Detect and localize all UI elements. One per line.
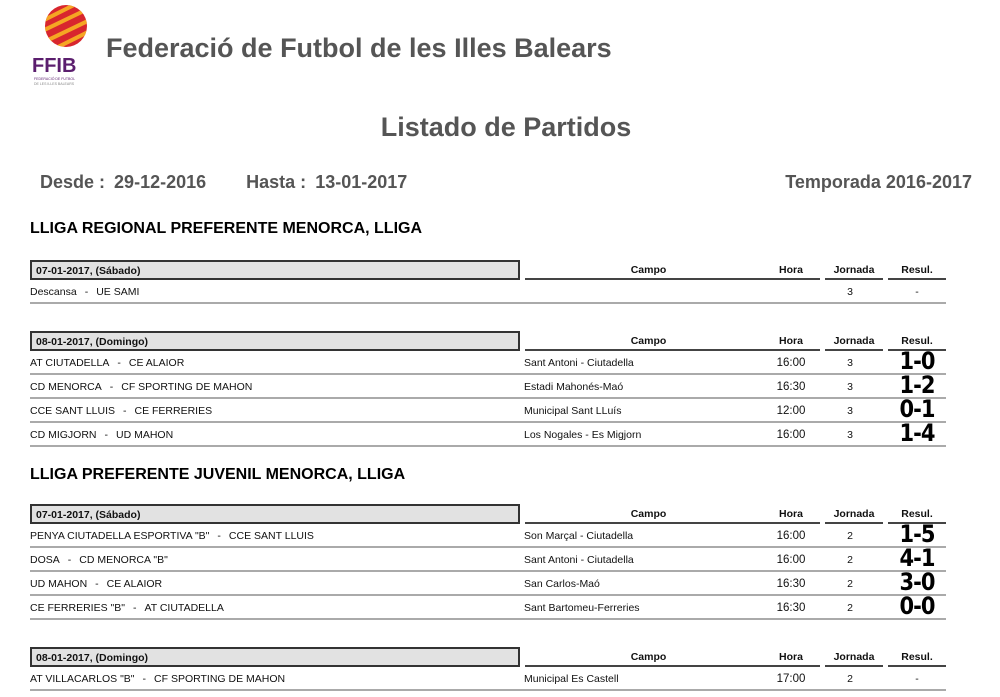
league-title: LLIGA REGIONAL PREFERENTE MENORCA, LLIGA xyxy=(30,220,423,237)
home-team: AT CIUTADELLA xyxy=(30,357,110,369)
ffib-logo xyxy=(30,4,100,90)
away-team: CE FERRERIES xyxy=(134,405,213,417)
from-value: 29-12-2016 xyxy=(114,172,207,192)
season-label: Temporada 2016-2017 xyxy=(785,172,972,192)
day-date: 07-01-2017, (Sábado) xyxy=(30,504,520,524)
match-jornada: 3 xyxy=(847,357,853,369)
from-label: Desde : xyxy=(40,172,106,192)
column-header-jornada: Jornada xyxy=(825,504,883,524)
away-team: UE SAMI xyxy=(96,286,140,298)
match-result: 0-0 xyxy=(899,592,935,620)
svg-text:FEDERACIÓ DE FUTBOL: FEDERACIÓ DE FUTBOL xyxy=(34,77,76,81)
match-result: 1-5 xyxy=(899,520,935,548)
match-row: Descansa - UE SAMI 3 - xyxy=(30,280,946,304)
match-hora: 17:00 xyxy=(776,673,806,685)
column-header-hora: Hora xyxy=(762,647,820,667)
match-campo: Los Nogales - Es Migjorn xyxy=(524,429,642,441)
match-campo: San Carlos-Maó xyxy=(524,578,600,590)
column-header-resul: Resul. xyxy=(888,331,946,351)
page-header xyxy=(30,4,730,94)
match-result: 3-0 xyxy=(899,568,935,596)
match-hora: 16:00 xyxy=(776,357,806,369)
match-row: CD MENORCA - CF SPORTING DE MAHON Estadi Mahonés-Maó 16:30 3 1-2 xyxy=(30,375,946,399)
match-hora: 16:00 xyxy=(776,554,806,566)
match-jornada: 3 xyxy=(847,286,853,298)
away-team: CE ALAIOR xyxy=(128,357,185,369)
match-campo: Municipal Es Castell xyxy=(524,673,619,685)
day-block xyxy=(30,504,946,620)
match-campo xyxy=(524,280,764,286)
match-row: CE FERRERIES "B" - AT CIUTADELLA Sant Bartomeu-Ferreries 16:30 2 0-0 xyxy=(30,596,946,620)
match-result: 1-2 xyxy=(899,371,935,399)
day-date: 07-01-2017, (Sábado) xyxy=(30,260,520,280)
match-result: 4-1 xyxy=(899,544,935,572)
match-row: UD MAHON - CE ALAIOR San Carlos-Maó 16:30 2 3-0 xyxy=(30,572,946,596)
match-row: AT CIUTADELLA - CE ALAIOR Sant Antoni - Ciutadella 16:00 3 1-0 xyxy=(30,351,946,375)
match-jornada: 2 xyxy=(847,578,853,590)
match-hora: 16:00 xyxy=(776,429,806,441)
match-hora: 16:00 xyxy=(776,530,806,542)
home-team: CE FERRERIES "B" xyxy=(30,602,125,614)
column-header-resul: Resul. xyxy=(888,647,946,667)
column-header-campo: Campo xyxy=(525,260,772,280)
day-header xyxy=(30,260,946,280)
to-label: Hasta : xyxy=(246,172,307,192)
day-date: 08-01-2017, (Domingo) xyxy=(30,647,520,667)
svg-text:FFIB: FFIB xyxy=(32,55,77,77)
day-header xyxy=(30,504,946,524)
match-campo: Sant Antoni - Ciutadella xyxy=(524,554,634,566)
page-title: Listado de Partidos xyxy=(380,112,632,142)
match-jornada: 3 xyxy=(847,381,853,393)
match-result: 1-4 xyxy=(899,419,935,447)
column-header-jornada: Jornada xyxy=(825,647,883,667)
match-result: - xyxy=(915,286,919,298)
ball-logo-icon xyxy=(30,4,100,90)
to-value: 13-01-2017 xyxy=(315,172,408,192)
home-team: AT VILLACARLOS "B" xyxy=(30,673,135,685)
column-header-jornada: Jornada xyxy=(825,260,883,280)
organization-name: Federació de Futbol de les Illes Balears xyxy=(106,33,612,63)
match-row: CCE SANT LLUIS - CE FERRERIES Municipal Sant LLuís 12:00 3 0-1 xyxy=(30,399,946,423)
home-team: CCE SANT LLUIS xyxy=(30,405,115,417)
match-jornada: 2 xyxy=(847,602,853,614)
away-team: CCE SANT LLUIS xyxy=(228,530,314,542)
away-team: CD MENORCA "B" xyxy=(79,554,168,566)
match-row: DOSA - CD MENORCA "B" Sant Antoni - Ciutadella 16:00 2 4-1 xyxy=(30,548,946,572)
away-team: AT CIUTADELLA xyxy=(144,602,224,614)
match-jornada: 2 xyxy=(847,554,853,566)
column-header-jornada: Jornada xyxy=(825,331,883,351)
match-campo: Municipal Sant LLuís xyxy=(524,405,622,417)
league-title: LLIGA PREFERENTE JUVENIL MENORCA, LLIGA xyxy=(30,466,406,483)
day-block xyxy=(30,647,946,691)
day-date: 08-01-2017, (Domingo) xyxy=(30,331,520,351)
home-team: UD MAHON xyxy=(30,578,88,590)
day-block xyxy=(30,260,946,304)
match-hora: 16:30 xyxy=(776,381,806,393)
match-jornada: 3 xyxy=(847,429,853,441)
match-campo: Sant Antoni - Ciutadella xyxy=(524,357,634,369)
home-team: DOSA xyxy=(30,554,60,566)
away-team: CE ALAIOR xyxy=(106,578,163,590)
match-row: AT VILLACARLOS "B" - CF SPORTING DE MAHON Municipal Es Castell 17:00 2 - xyxy=(30,667,946,691)
column-header-resul: Resul. xyxy=(888,504,946,524)
match-hora: 16:30 xyxy=(776,578,806,590)
home-team: CD MIGJORN xyxy=(30,429,97,441)
column-header-hora: Hora xyxy=(762,260,820,280)
column-header-hora: Hora xyxy=(762,504,820,524)
match-row: CD MIGJORN - UD MAHON Los Nogales - Es Migjorn 16:00 3 1-4 xyxy=(30,423,946,447)
match-row: PENYA CIUTADELLA ESPORTIVA "B" - CCE SANT LLUIS Son Marçal - Ciutadella 16:00 2 1-5 xyxy=(30,524,946,548)
match-jornada: 2 xyxy=(847,673,853,685)
match-hora: 12:00 xyxy=(776,405,806,417)
column-header-campo: Campo xyxy=(525,647,772,667)
day-header xyxy=(30,331,946,351)
column-header-resul: Resul. xyxy=(888,260,946,280)
away-team: CF SPORTING DE MAHON xyxy=(121,381,253,393)
away-team: CF SPORTING DE MAHON xyxy=(154,673,286,685)
home-team: Descansa xyxy=(30,286,77,298)
match-hora xyxy=(762,280,820,286)
match-jornada: 3 xyxy=(847,405,853,417)
column-header-hora: Hora xyxy=(762,331,820,351)
date-range xyxy=(40,172,411,193)
column-header-campo: Campo xyxy=(525,331,772,351)
match-campo: Estadi Mahonés-Maó xyxy=(524,381,624,393)
day-block xyxy=(30,331,946,447)
svg-text:DE LES ILLES BALEARS: DE LES ILLES BALEARS xyxy=(34,82,75,86)
away-team: UD MAHON xyxy=(116,429,174,441)
home-team: PENYA CIUTADELLA ESPORTIVA "B" xyxy=(30,530,210,542)
match-jornada: 2 xyxy=(847,530,853,542)
match-campo: Son Marçal - Ciutadella xyxy=(524,530,634,542)
day-header xyxy=(30,647,946,667)
match-hora: 16:30 xyxy=(776,602,806,614)
match-campo: Sant Bartomeu-Ferreries xyxy=(524,602,640,614)
home-team: CD MENORCA xyxy=(30,381,102,393)
match-result: 0-1 xyxy=(899,395,935,423)
match-result: - xyxy=(915,673,919,685)
match-result: 1-0 xyxy=(899,347,935,375)
column-header-campo: Campo xyxy=(525,504,772,524)
